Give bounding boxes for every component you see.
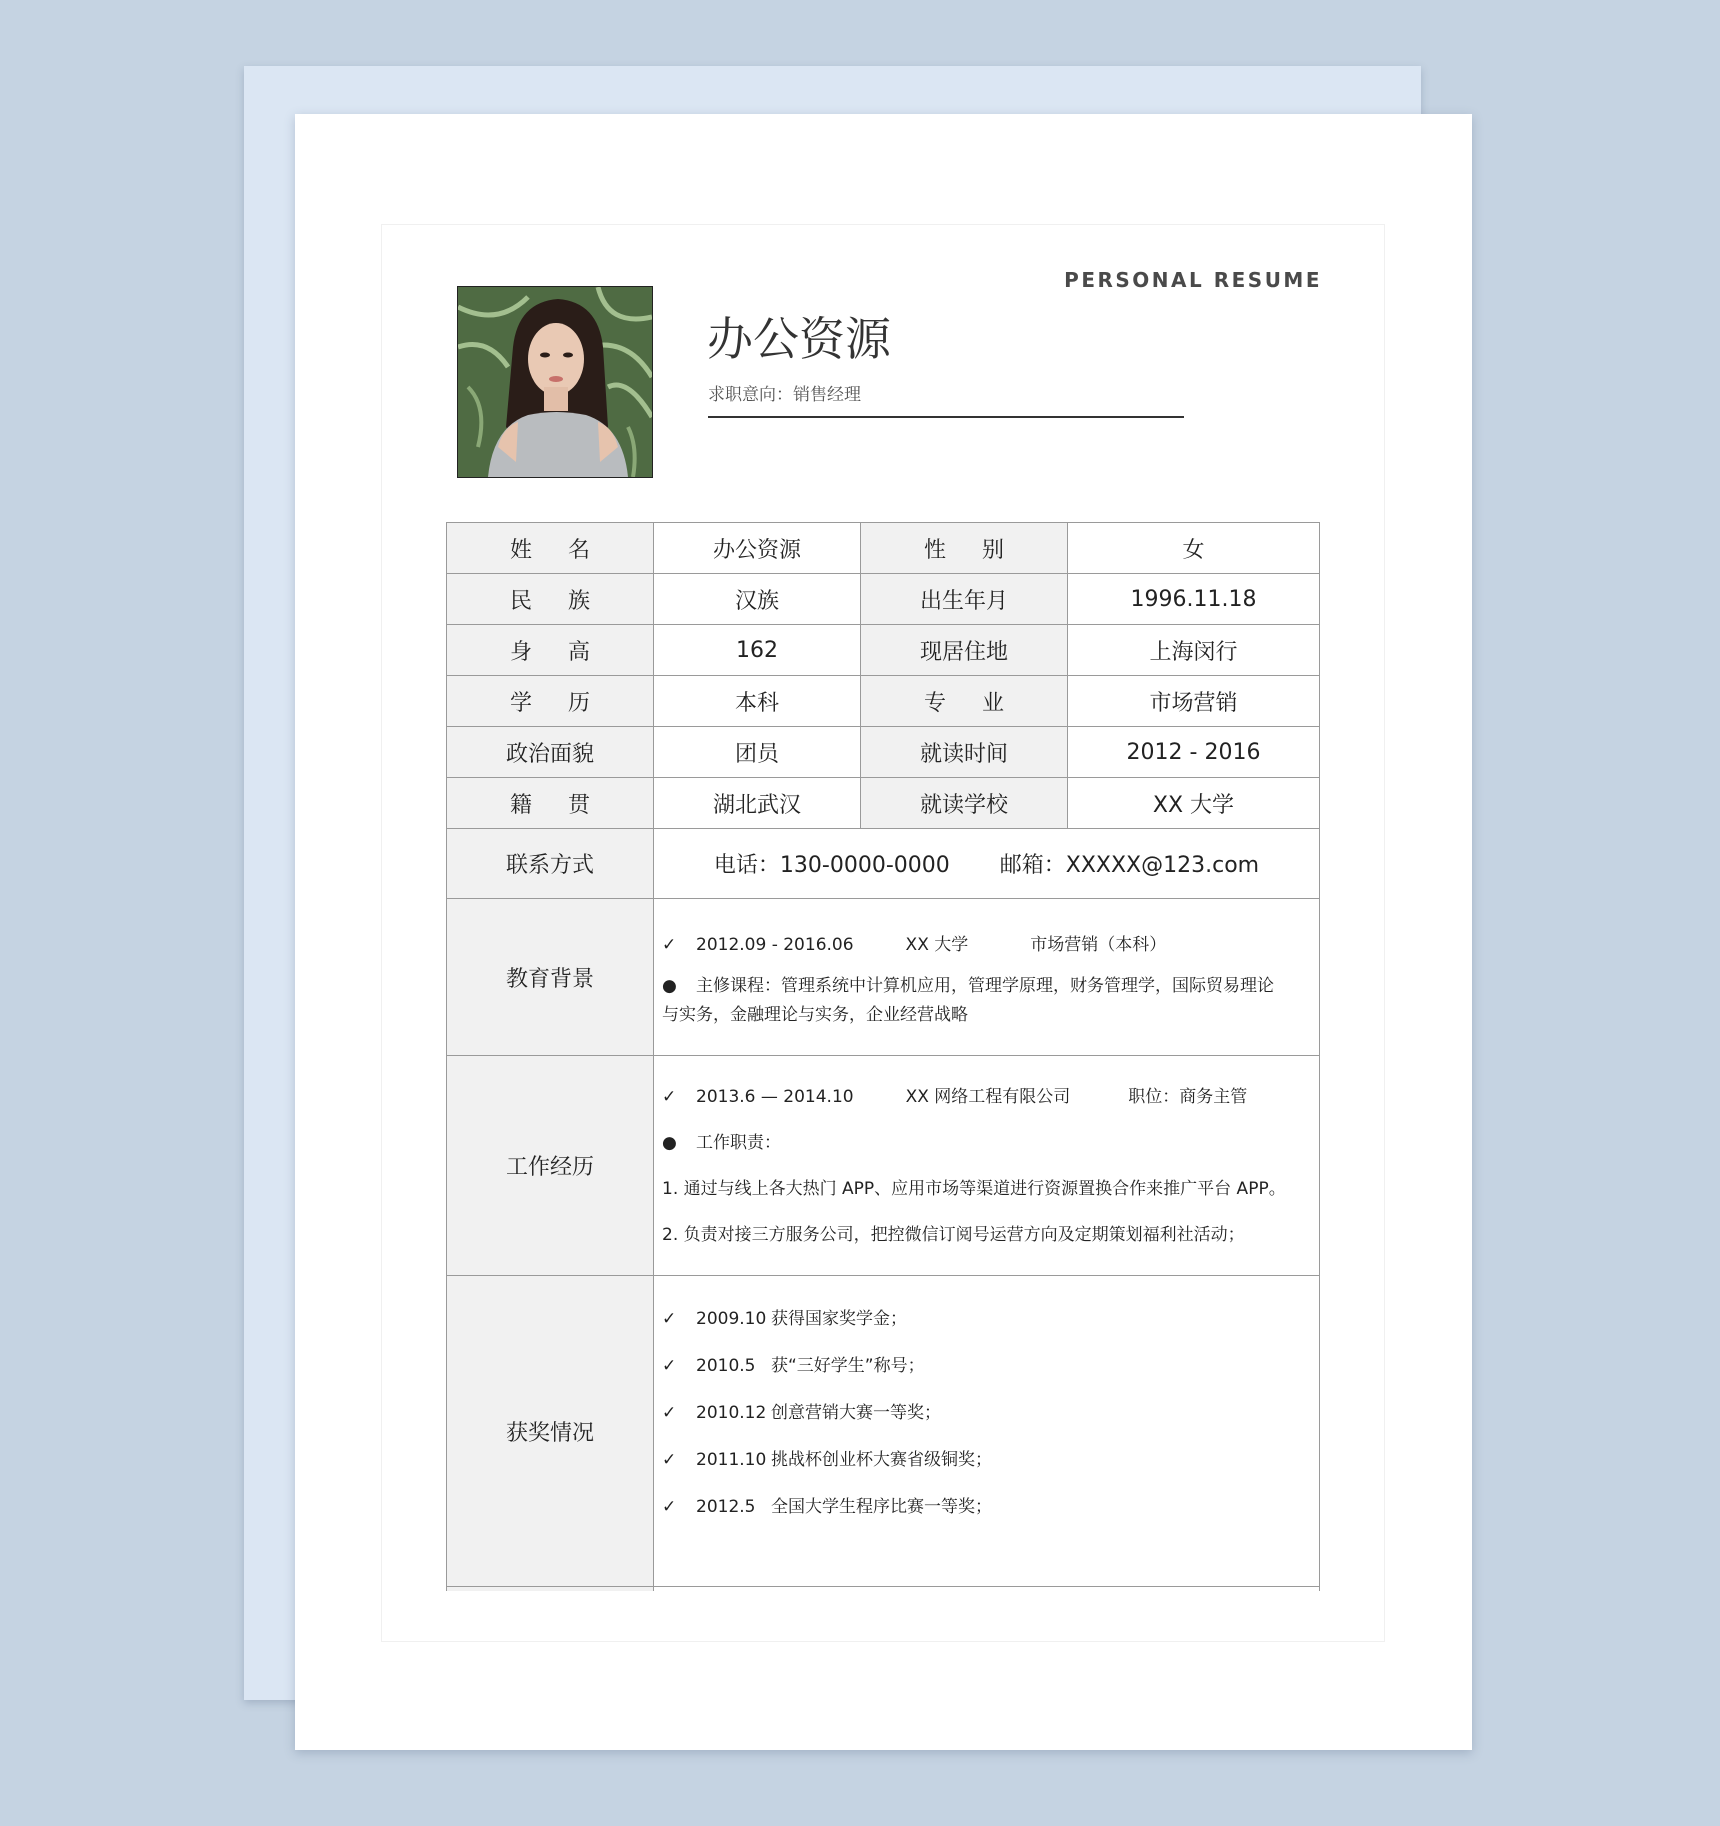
edu-courses-cont: 与实务，金融理论与实务，企业经营战略 xyxy=(662,1005,968,1025)
awards-content xyxy=(654,1276,1320,1587)
awards-label: 获奖情况 xyxy=(447,1276,654,1587)
award-item: ✓ 2010.5 获“三好学生”称号； xyxy=(662,1351,1311,1381)
work-duty: 1. 通过与线上各大热门 APP、应用市场等渠道进行资源置换合作来推广平台 APP。 xyxy=(662,1178,1286,1199)
work-duties-title: 工作职责： xyxy=(696,1132,781,1153)
field-label: 民族 xyxy=(447,574,654,625)
education-row xyxy=(447,899,1320,1056)
table-row xyxy=(447,574,1320,625)
field-label: 身高 xyxy=(447,625,654,676)
edu-courses: 主修课程：管理系统中计算机应用，管理学原理，财务管理学，国际贸易理论 xyxy=(696,976,1274,996)
title-underline xyxy=(708,416,1184,418)
table-row xyxy=(447,676,1320,727)
table-tail-row xyxy=(447,1587,1320,1592)
contact-label: 联系方式 xyxy=(447,829,654,899)
field-value: 市场营销 xyxy=(1068,676,1320,727)
phone-text: 电话：130-0000-0000 xyxy=(713,853,950,878)
awards-row xyxy=(447,1276,1320,1587)
field-value: 女 xyxy=(1068,523,1320,574)
check-icon: ✓ xyxy=(662,1450,677,1470)
check-icon: ✓ xyxy=(662,1403,677,1423)
bullet-icon: ● xyxy=(662,976,677,996)
field-value: 湖北武汉 xyxy=(654,778,861,829)
check-icon: ✓ xyxy=(662,935,677,955)
field-value: 团员 xyxy=(654,727,861,778)
email-text: 邮箱：XXXXX@123.com xyxy=(999,853,1260,878)
edu-school: XX 大学 xyxy=(905,935,969,955)
field-label: 出生年月 xyxy=(861,574,1068,625)
award-item: ✓ 2011.10 挑战杯创业杯大赛省级铜奖； xyxy=(662,1445,1311,1475)
work-content xyxy=(654,1056,1320,1276)
resume-table xyxy=(446,522,1320,1591)
field-label: 籍贯 xyxy=(447,778,654,829)
edu-major: 市场营销（本科） xyxy=(1030,935,1167,955)
table-row xyxy=(447,625,1320,676)
contact-row xyxy=(447,829,1320,899)
field-value: 办公资源 xyxy=(654,523,861,574)
resume-label: PERSONAL RESUME xyxy=(1064,268,1322,292)
work-company: XX 网络工程有限公司 xyxy=(905,1086,1071,1107)
work-row xyxy=(447,1056,1320,1276)
field-value: 本科 xyxy=(654,676,861,727)
award-item: ✓ 2010.12 创意营销大赛一等奖； xyxy=(662,1398,1311,1428)
field-label: 性别 xyxy=(861,523,1068,574)
field-label: 就读时间 xyxy=(861,727,1068,778)
work-label: 工作经历 xyxy=(447,1056,654,1276)
table-row xyxy=(447,523,1320,574)
profile-photo xyxy=(457,286,653,478)
bullet-icon: ● xyxy=(662,1132,677,1153)
field-value: 1996.11.18 xyxy=(1068,574,1320,625)
award-item: ✓ 2012.5 全国大学生程序比赛一等奖； xyxy=(662,1492,1311,1522)
field-label: 政治面貌 xyxy=(447,727,654,778)
table-row xyxy=(447,778,1320,829)
job-intent: 求职意向：销售经理 xyxy=(708,385,861,405)
field-label: 就读学校 xyxy=(861,778,1068,829)
work-duty: 2. 负责对接三方服务公司，把控微信订阅号运营方向及定期策划福利社活动； xyxy=(662,1224,1245,1245)
field-label: 学历 xyxy=(447,676,654,727)
work-position: 职位：商务主管 xyxy=(1128,1086,1248,1107)
field-label: 姓名 xyxy=(447,523,654,574)
check-icon: ✓ xyxy=(662,1356,677,1376)
applicant-name: 办公资源 xyxy=(707,312,891,366)
field-value: 2012 - 2016 xyxy=(1068,727,1320,778)
field-value: 162 xyxy=(654,625,861,676)
check-icon: ✓ xyxy=(662,1309,677,1329)
check-icon: ✓ xyxy=(662,1497,677,1517)
education-label: 教育背景 xyxy=(447,899,654,1056)
contact-value xyxy=(654,829,1320,899)
work-period: 2013.6 — 2014.10 xyxy=(696,1086,854,1107)
field-label: 现居住地 xyxy=(861,625,1068,676)
award-item: ✓ 2009.10 获得国家奖学金； xyxy=(662,1304,1311,1334)
education-content xyxy=(654,899,1320,1056)
check-icon: ✓ xyxy=(662,1086,677,1107)
table-row xyxy=(447,727,1320,778)
field-value: 上海闵行 xyxy=(1068,625,1320,676)
edu-period: 2012.09 - 2016.06 xyxy=(696,935,854,955)
field-label: 专业 xyxy=(861,676,1068,727)
field-value: 汉族 xyxy=(654,574,861,625)
field-value: XX 大学 xyxy=(1068,778,1320,829)
